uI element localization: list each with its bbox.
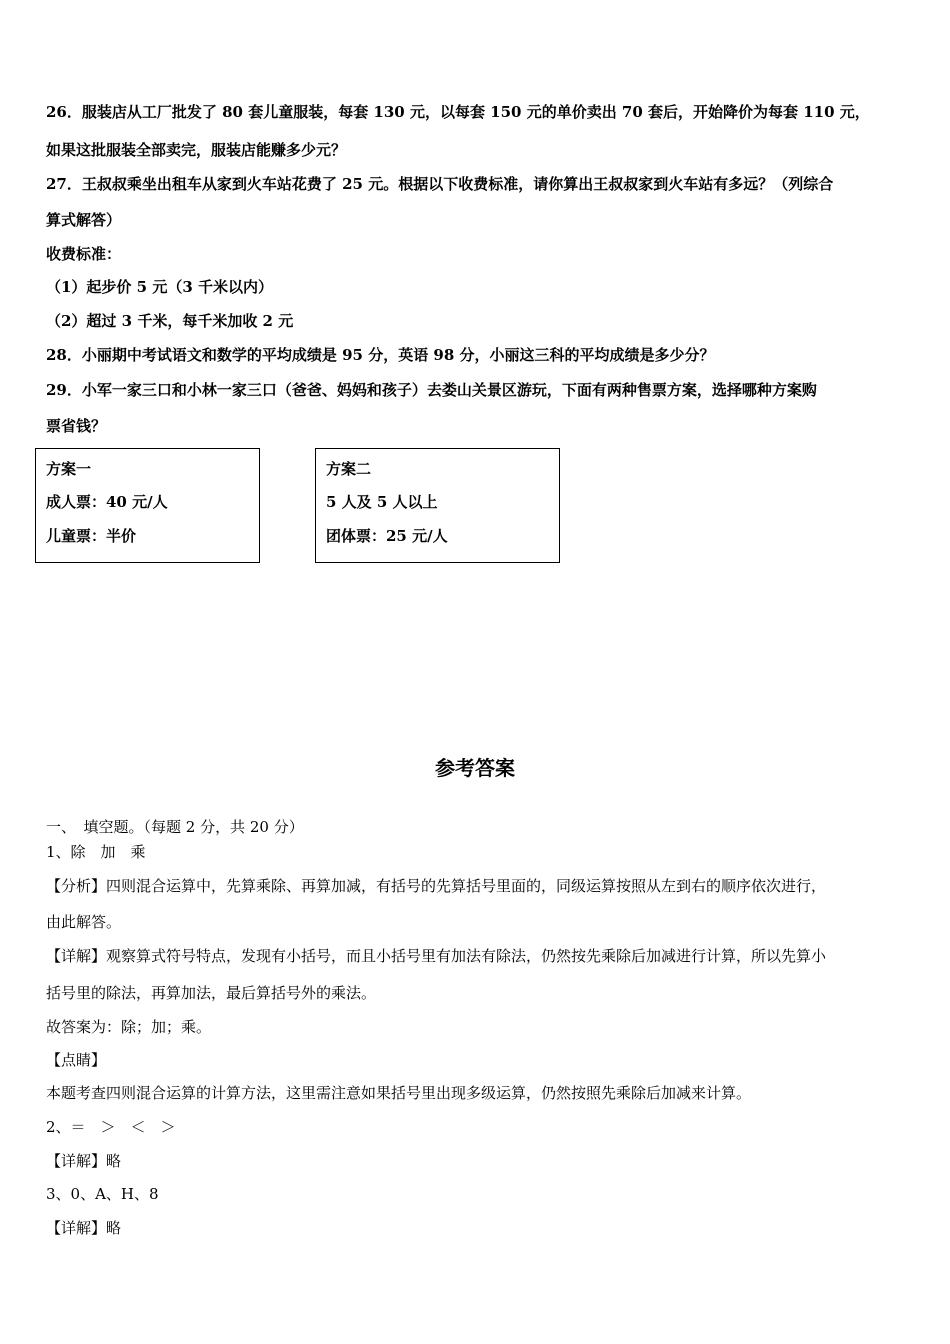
plan-one-child-ticket: 儿童票：半价 — [46, 527, 137, 545]
question-27-line2: 算式解答） — [46, 211, 122, 229]
question-29-line1: 29．小军一家三口和小林一家三口（爸爸、妈妈和孩子）去娄山关景区游玩，下面有两种售票方案，选择哪种方案购 — [46, 381, 817, 399]
fee-standard-item-2: （2）超过 3 千米，每千米加收 2 元 — [46, 312, 294, 330]
plan-two-condition: 5 人及 5 人以上 — [326, 493, 438, 511]
plan-one-adult-ticket: 成人票：40 元/人 — [46, 493, 168, 511]
fee-standard-title: 收费标准： — [46, 245, 122, 263]
answer-heading: 参考答案 — [435, 756, 515, 780]
answer-1: 1、除 加 乘 — [46, 843, 146, 861]
question-29-line2: 票省钱？ — [46, 417, 107, 435]
fee-standard-item-1: （1）起步价 5 元（3 千米以内） — [46, 278, 273, 296]
answer-3-detail: 【详解】略 — [46, 1219, 122, 1237]
answer-1-result: 故答案为：除；加；乘。 — [46, 1018, 212, 1036]
answer-1-detail-line2: 括号里的除法，再算加法，最后算括号外的乘法。 — [46, 984, 377, 1002]
answer-1-analysis-line2: 由此解答。 — [46, 913, 122, 931]
question-27-line1: 27．王叔叔乘坐出租车从家到火车站花费了 25 元。根据以下收费标准，请你算出王叔叔家到火车站有多远？（列综合 — [46, 175, 834, 193]
answer-section-1: 一、 填空题。（每题 2 分，共 20 分） — [46, 818, 304, 836]
answer-1-comment: 本题考查四则混合运算的计算方法，这里需注意如果括号里出现多级运算，仍然按照先乘除后加减来计算。 — [46, 1084, 752, 1102]
answer-1-detail-line1: 【详解】观察算式符号特点，发现有小括号，而且小括号里有加法有除法，仍然按先乘除后加减进行计算，所以先算小 — [46, 947, 827, 965]
answer-1-comment-title: 【点睛】 — [46, 1051, 107, 1069]
answer-2-detail: 【详解】略 — [46, 1152, 122, 1170]
answer-3: 3、0、A、H、8 — [46, 1185, 159, 1203]
plan-two-title: 方案二 — [326, 460, 372, 478]
plan-two-group-ticket: 团体票：25 元/人 — [326, 527, 448, 545]
question-26-line1: 26．服装店从工厂批发了 80 套儿童服装，每套 130 元，以每套 150 元的单价卖出 70 套后，开始降价为每套 110 元， — [46, 103, 870, 121]
question-26-line2: 如果这批服装全部卖完，服装店能赚多少元？ — [46, 141, 347, 159]
answer-2: 2、＝ ＞ ＜ ＞ — [46, 1118, 176, 1136]
plan-two-box — [315, 448, 560, 563]
question-28: 28．小丽期中考试语文和数学的平均成绩是 95 分，英语 98 分，小丽这三科的平均成绩是多少分？ — [46, 346, 715, 364]
plan-one-title: 方案一 — [46, 460, 92, 478]
answer-1-analysis-line1: 【分析】四则混合运算中，先算乘除、再算加减，有括号的先算括号里面的，同级运算按照从左到右的顺序依次进行， — [46, 877, 827, 895]
plan-one-box — [35, 448, 260, 563]
